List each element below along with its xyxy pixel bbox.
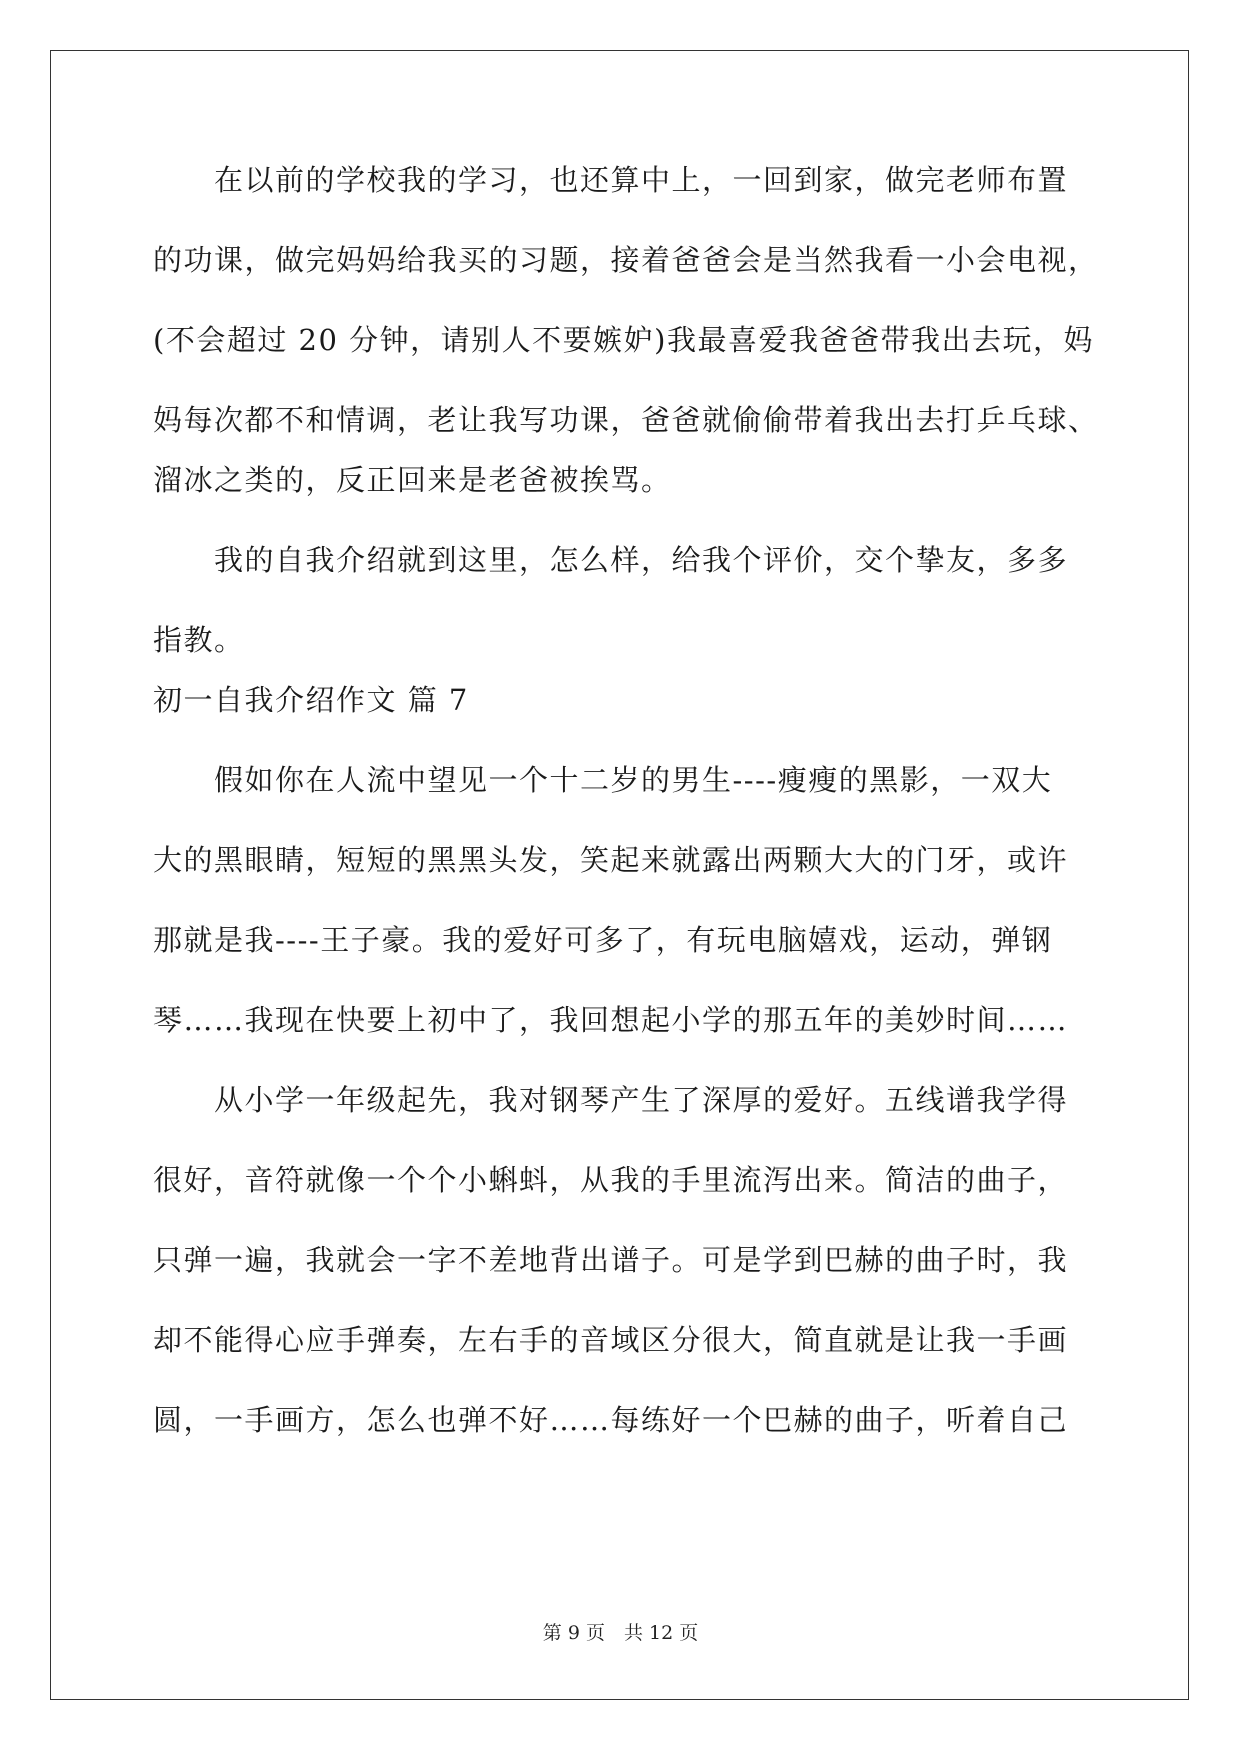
paragraph-line: 那就是我----王子豪。我的爱好可多了，有玩电脑嬉戏，运动，弹钢 [153,923,1053,957]
paragraph-line: 指教。 [153,623,245,657]
paragraph-line: 却不能得心应手弹奏，左右手的音域区分很大，简直就是让我一手画 [153,1323,1069,1357]
paragraph-line: 妈每次都不和情调，老让我写功课，爸爸就偷偷带着我出去打乒乓球、 [153,403,1099,437]
page-number-footer: 第 9 页 共 12 页 [542,1622,699,1644]
paragraph-line: 在以前的学校我的学习，也还算中上，一回到家，做完老师布置 [153,163,1069,197]
paragraph-line: (不会超过 20 分钟，请别人不要嫉妒)我最喜爱我爸爸带我出去玩，妈 [153,323,1094,357]
paragraph-line: 只弹一遍，我就会一字不差地背出谱子。可是学到巴赫的曲子时，我 [153,1243,1069,1277]
paragraph-line: 很好，音符就像一个个小蝌蚪，从我的手里流泻出来。简洁的曲子， [153,1163,1069,1197]
paragraph-line: 圆，一手画方，怎么也弹不好……每练好一个巴赫的曲子，听着自己 [153,1403,1069,1437]
paragraph-line: 大的黑眼睛，短短的黑黑头发，笑起来就露出两颗大大的门牙，或许 [153,843,1069,877]
paragraph-line: 溜冰之类的，反正回来是老爸被挨骂。 [153,463,672,497]
paragraph-line: 假如你在人流中望见一个十二岁的男生----瘦瘦的黑影，一双大 [153,763,1053,797]
paragraph-line: 我的自我介绍就到这里，怎么样，给我个评价，交个挚友，多多 [153,543,1069,577]
paragraph-line: 的功课，做完妈妈给我买的习题，接着爸爸会是当然我看一小会电视， [153,243,1099,277]
paragraph-line: 琴……我现在快要上初中了，我回想起小学的那五年的美妙时间…… [153,1003,1069,1037]
paragraph-line: 从小学一年级起先，我对钢琴产生了深厚的爱好。五线谱我学得 [153,1083,1069,1117]
section-heading: 初一自我介绍作文 篇 7 [153,683,469,717]
